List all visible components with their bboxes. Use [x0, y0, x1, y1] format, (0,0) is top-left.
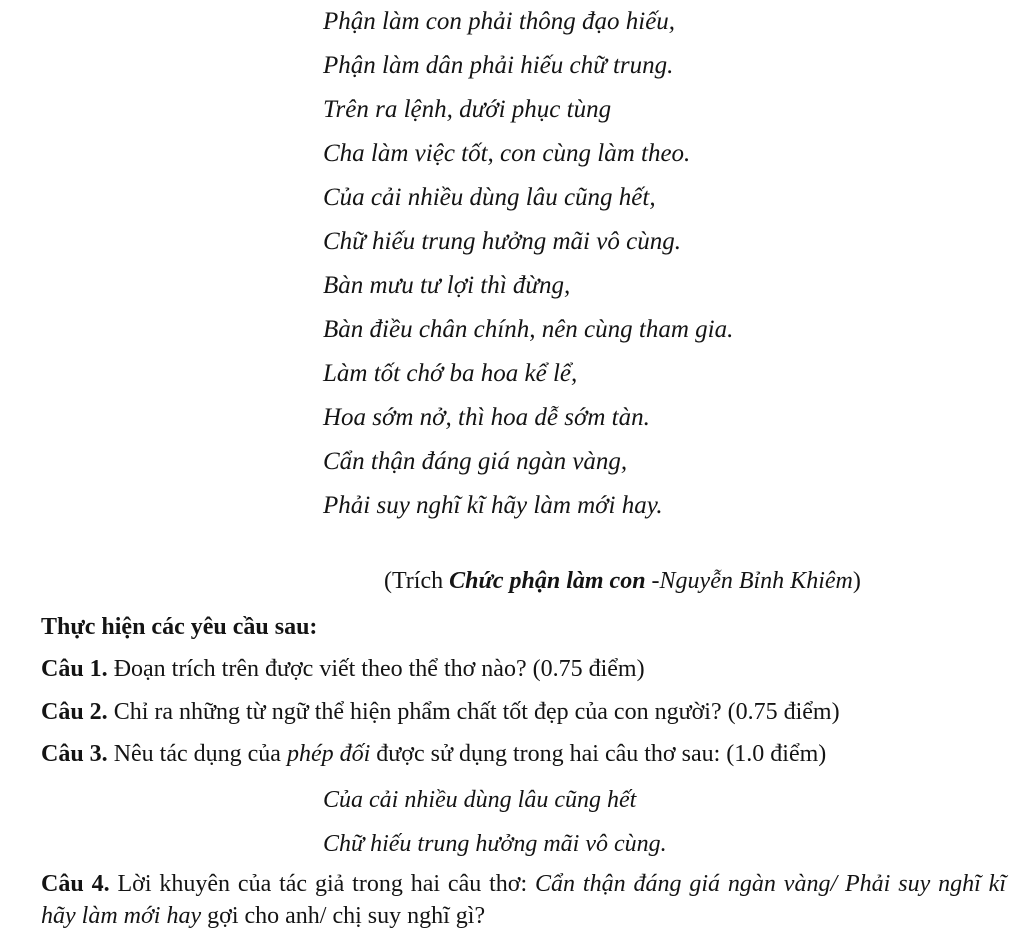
quoted-verse-line: Của cải nhiều dùng lâu cũng hết — [323, 787, 637, 813]
question-label: Câu 3. — [41, 741, 108, 767]
poem-line: Phận làm con phải thông đạo hiếu, — [323, 8, 676, 35]
poem-line: Cẩn thận đáng giá ngàn vàng, — [323, 448, 628, 475]
poem-line: Chữ hiếu trung hưởng mãi vô cùng. — [323, 228, 681, 255]
poem-line: Bàn điều chân chính, nên cùng tham gia. — [323, 316, 734, 343]
question-2 — [41, 694, 840, 730]
question-label: Câu 2. — [41, 699, 108, 725]
citation-suffix: ) — [852, 568, 861, 594]
question-emphasis: Cẩn thận đáng giá ngàn vàng/ Phải suy nghĩ kĩ hãy làm mới hay — [41, 871, 1006, 929]
poem-line: Trên ra lệnh, dưới phục tùng — [323, 96, 612, 123]
question-label: Câu 1. — [41, 656, 108, 682]
question-3 — [41, 736, 826, 772]
question-1 — [41, 651, 645, 687]
question-label: Câu 4. — [41, 871, 110, 897]
poem-line: Của cải nhiều dùng lâu cũng hết, — [323, 184, 656, 211]
task-heading: Thực hiện các yêu cầu sau: — [41, 614, 318, 640]
question-text: Lời khuyên của tác giả trong hai câu thơ: — [109, 871, 536, 897]
question-text: gợi cho anh/ chị suy nghĩ gì? — [201, 903, 486, 929]
question-text: Nêu tác dụng của — [107, 741, 287, 767]
question-4 — [41, 868, 1006, 932]
poem-line: Cha làm việc tốt, con cùng làm theo. — [323, 140, 691, 167]
source-citation — [384, 561, 861, 601]
poem-line: Phận làm dân phải hiếu chữ trung. — [323, 52, 674, 79]
poem-excerpt — [323, 0, 1003, 528]
question-text: Chỉ ra những từ ngữ thể hiện phẩm chất tốt đẹp của con người? (0.75 điểm) — [107, 699, 840, 725]
quoted-verse-line: Chữ hiếu trung hưởng mãi vô cùng. — [323, 831, 667, 857]
citation-prefix: (Trích — [384, 568, 450, 594]
question-emphasis: phép đối — [286, 741, 371, 767]
poem-line: Làm tốt chớ ba hoa kể lể, — [323, 360, 578, 387]
citation-author: -Nguyễn Bỉnh Khiêm — [645, 568, 853, 594]
poem-line: Bàn mưu tư lợi thì đừng, — [323, 272, 571, 299]
poem-line: Phải suy nghĩ kĩ hãy làm mới hay. — [323, 492, 663, 519]
citation-work-title: Chức phận làm con — [449, 568, 646, 594]
question-text: Đoạn trích trên được viết theo thể thơ nào? (0.75 điểm) — [107, 656, 645, 682]
question-text: được sử dụng trong hai câu thơ sau: (1.0 điểm) — [370, 741, 827, 767]
poem-line: Hoa sớm nở, thì hoa dễ sớm tàn. — [323, 404, 650, 431]
